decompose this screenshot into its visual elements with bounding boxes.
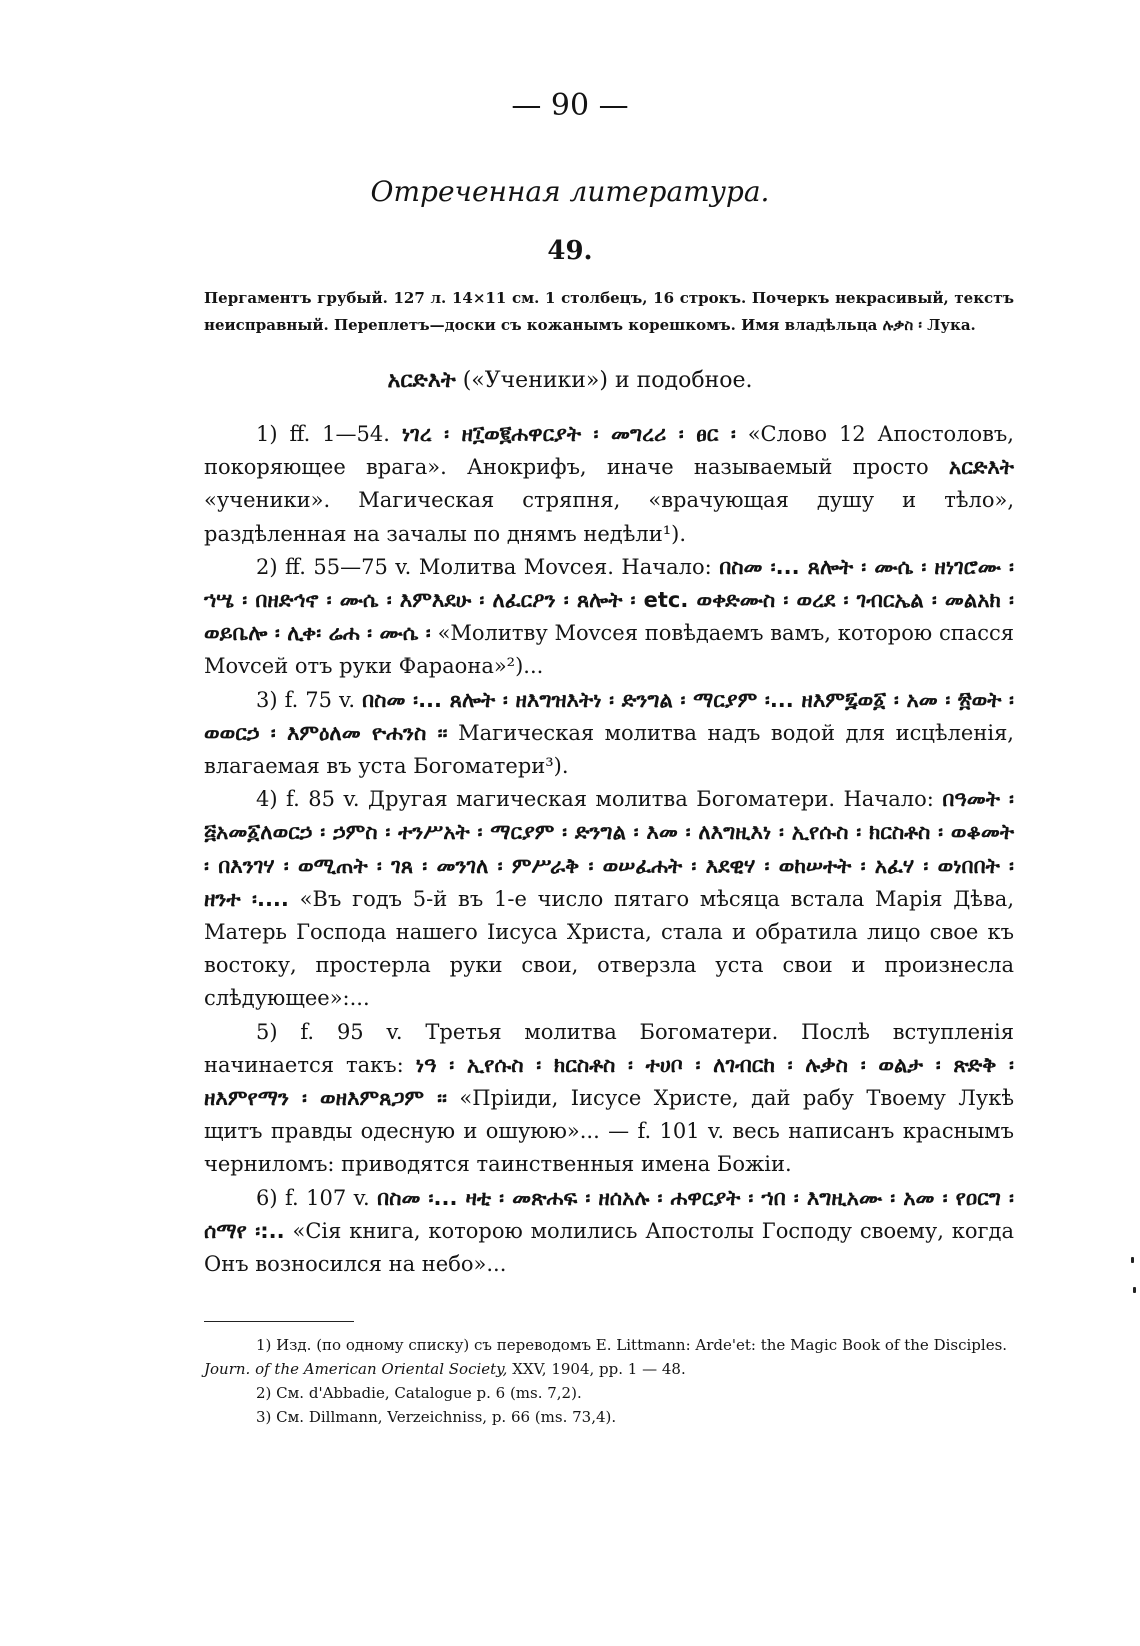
- footnote-divider: [204, 1321, 354, 1322]
- footnote: 3) См. Dillmann, Verzeichniss, p. 66 (ms. 73,4).: [256, 1408, 617, 1426]
- description-text: Пергаментъ грубый. 127 л. 14×11 см. 1 столбецъ, 16 строкъ. Почеркъ некрасивый, текстъ неисправный. Переплетъ—доски съ кожанымъ корешкомъ. Имя владѣльца: [204, 289, 1014, 334]
- item-lead: 5) f. 95 v. Третья молитва Богоматери. Послѣ вступленія начинается такъ:: [204, 1019, 1014, 1077]
- scan-speck: [1133, 1287, 1136, 1293]
- description-paragraph: [204, 285, 1014, 339]
- item-lead: 1) ff. 1—54.: [256, 422, 390, 446]
- item-text: Магическая молитва надъ водой для исцѣленія, влагаемая въ уста Богоматери³).: [204, 720, 1014, 779]
- footnote: [204, 1333, 1014, 1381]
- item-text: «Въ годъ 5-й въ 1-е число пятаго мѣсяца встала Марія Дѣва, Матерь Господа нашего Іисуса Христа, стала и обратила лицо свое къ востоку, простерла руки свои, отверзла уста свои и произнесла слѣдующее»:...: [204, 886, 1014, 1011]
- section-title: Отреченная литература.: [370, 175, 770, 208]
- footnote-text: 1) Изд. (по одному списку) съ переводомъ E. Littmann: Arde'et: the Magic Book of the Disciples.: [256, 1336, 1008, 1354]
- item-lead: 4) f. 85 v. Другая магическая молитва Богоматери. Начало:: [256, 787, 934, 812]
- item-ethiopic: በዓመት ፡ ፭አመ፩ለወርኃ ፡ ኃምስ ፡ ተንሥአት ፡ ማርያም ፡ ድንግል ፡ እመ ፡ ለእግዚእነ ፡ ኢየሱስ ፡ ክርስቶስ ፡ ወቆመት ፡ በእንገሃ ፡ ወሚጠት ፡ ገጸ ፡ መንገለ ፡ ምሥራቅ ፡ ወሠፈሐት ፡ እደዊሃ ፡ ወከሠተት ፡ አፈሃ ፡ ወነበበት ፡ ዘንተ ፡....: [204, 787, 1014, 911]
- entry-number: 49.: [547, 236, 593, 266]
- manuscript-description: [204, 285, 1014, 339]
- list-item: [204, 1016, 1014, 1182]
- list-item: [204, 684, 1014, 784]
- items-list: [204, 418, 1014, 1281]
- footnote: 2) См. d'Abbadie, Catalogue p. 6 (ms. 7,2).: [256, 1384, 582, 1402]
- subheading: [0, 368, 1140, 393]
- item-ethiopic: አርድእት: [948, 455, 1014, 480]
- item-lead: 6) f. 107 v.: [256, 1185, 370, 1210]
- item-lead: 2) ff. 55—75 v. Молитва Моvсея. Начало:: [256, 554, 712, 579]
- item-ethiopic: በስመ ፡... ዛቲ ፡ መጽሐፍ ፡ ዘሰአሉ ፡ ሐዋርያት ፡ ኀበ ፡ እግዚአሙ ፡ አመ ፡ የዐርግ ፡ ሰማየ ፡:..: [204, 1185, 1014, 1243]
- footnotes: [204, 1333, 1014, 1429]
- footnote-text: XXV, 1904, pp. 1 — 48.: [512, 1360, 686, 1378]
- page-number: — 90 —: [511, 88, 629, 123]
- list-item: [204, 551, 1014, 684]
- list-item: [204, 418, 1014, 551]
- item-text: «ученики». Магическая стряпня, «врачующая душу и тѣло», раздѣленная на зачалы по днямъ недѣли¹).: [204, 488, 1014, 546]
- subheading-russian: («Ученики») и подобное.: [462, 368, 753, 393]
- owner-name-russian: Лука.: [927, 316, 976, 334]
- owner-name-ethiopic: ሉቃስ ፡: [882, 316, 922, 334]
- item-ethiopic: በስመ ፡... ጸሎት ፡ ዘእግዝእትነ ፡ ድንግል ፡ ማርያም ፡... ዘእም፯ወ፩ ፡ አመ ፡ ፳ወት ፡ ወወርኃ ፡ እምዕለመ ዮሐንስ ፡፡: [204, 687, 1014, 745]
- item-ethiopic: በስመ ፡... ጸሎት ፡ ሙሴ ፡ ዘነገሮሙ ፡ ኀሤ ፡ በዘድኅኖ ፡ ሙሴ ፡ እምእደሁ ፡ ለፈርዖን ፡ ጸሎት ፡ etc. ወቀድሙስ ፡ ወረደ ፡ ገብርኤል ፡ መልአክ ፡ ወይቤሎ ፡ ሊቀ፡ ሬሐ ፡ ሙሴ ፡: [204, 554, 1014, 646]
- item-ethiopic: ነገረ ፡ ዘ፲ወ፪ሐዋርያት ፡ መግረሪ ፡ ፀር ፡: [401, 422, 736, 446]
- item-text: «Слово 12 Апостоловъ, покоряющее врага». Анокрифъ, иначе называемый просто: [204, 422, 1014, 480]
- scan-speck: [1131, 1257, 1134, 1263]
- item-lead: 3) f. 75 v.: [256, 687, 356, 712]
- list-item: [204, 783, 1014, 1015]
- list-item: [204, 1182, 1014, 1282]
- item-text: «Молитву Моvсея повѣдаемъ вамъ, которою спасся Моvсей отъ руки Фараона»²)...: [204, 621, 1014, 679]
- item-ethiopic: ነዓ ፡ ኢየሱስ ፡ ክርስቶስ ፡ ተሀቦ ፡ ለገብርከ ፡ ሉቃስ ፡ ወልታ ፡ ጽድቅ ፡ ዘእምየማን ፡ ወዘእምጸጋም ፡፡: [204, 1052, 1014, 1111]
- item-text: «Сія книга, которою молились Апостолы Господу своему, когда Онъ возносился на небо»...: [204, 1218, 1014, 1277]
- footnote-journal: Journ. of the American Oriental Society,: [204, 1360, 508, 1378]
- item-text: «Пріиди, Іисусе Христе, дай рабу Твоему Лукѣ щитъ правды одесную и ошуюю»... — f. 101 v. весь написанъ краснымъ черниломъ: приводятся таинственныя имена Божіи.: [204, 1086, 1014, 1177]
- subheading-ethiopic: አርድእት: [387, 368, 456, 393]
